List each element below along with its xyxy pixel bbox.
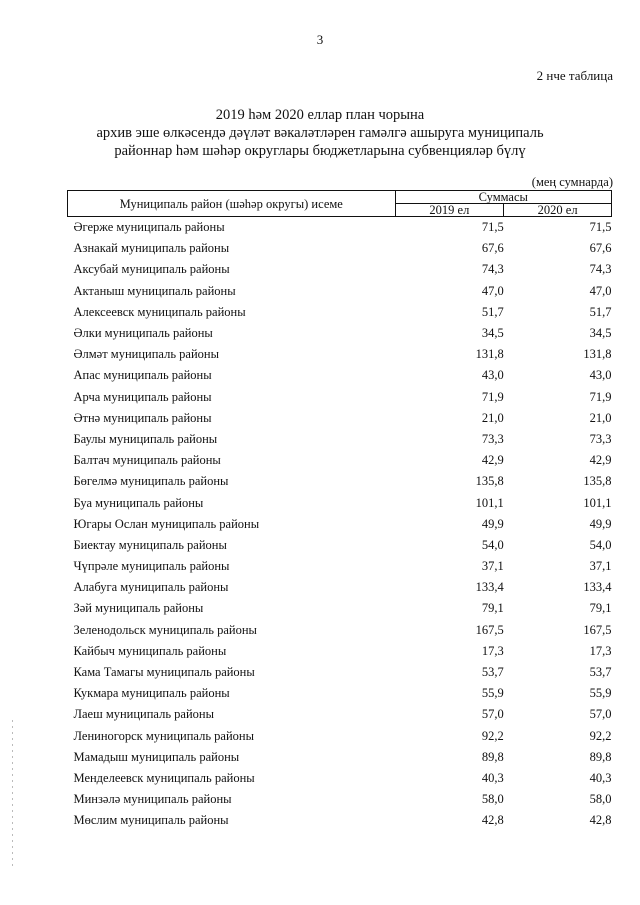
table-row: [68, 281, 612, 302]
district-name: Балтач муниципаль районы: [73, 453, 221, 468]
value-2020: 73,3: [589, 431, 612, 446]
district-name: Зәй муниципаль районы: [73, 601, 204, 616]
value-2019: 67,6: [481, 241, 504, 256]
value-2020: 21,0: [589, 410, 612, 425]
value-2019: 49,9: [481, 516, 504, 531]
value-2020: 57,0: [589, 707, 612, 722]
table-row: [68, 535, 612, 556]
district-name: Алексеевск муниципаль районы: [73, 304, 246, 319]
value-2019: 34,5: [481, 326, 504, 341]
document-title: [0, 106, 640, 160]
district-name: Кама Тамагы муниципаль районы: [73, 665, 255, 680]
table-row: [68, 217, 612, 239]
value-2019: 101,1: [475, 495, 504, 510]
district-name: Бөгелмә муниципаль районы: [73, 474, 229, 489]
table-row: [68, 492, 612, 513]
district-name: Биектау муниципаль районы: [73, 537, 227, 552]
district-name: Актаныш муниципаль районы: [73, 283, 236, 298]
district-name: Зеленодольск муниципаль районы: [73, 622, 257, 637]
value-2019: 55,9: [481, 686, 504, 701]
subvention-table: [67, 190, 612, 831]
value-2020: 17,3: [589, 643, 612, 658]
value-2020: 101,1: [583, 495, 612, 510]
value-2020: 71,9: [589, 389, 612, 404]
table-row: [68, 683, 612, 704]
header-sum: Суммасы: [395, 191, 611, 204]
table-row: [68, 641, 612, 662]
value-2020: 42,8: [589, 813, 612, 828]
table-row: [68, 556, 612, 577]
title-line-1: 2019 һәм 2020 еллар план чорына: [215, 107, 425, 123]
table-row: [68, 726, 612, 747]
value-2019: 21,0: [481, 410, 504, 425]
table-row: [68, 789, 612, 810]
table-row: [68, 747, 612, 768]
value-2020: 51,7: [589, 304, 612, 319]
value-2020: 167,5: [583, 622, 612, 637]
value-2020: 135,8: [583, 474, 612, 489]
value-2019: 131,8: [475, 347, 504, 362]
table-row: [68, 302, 612, 323]
value-2019: 40,3: [481, 770, 504, 785]
table-row: [68, 514, 612, 535]
value-2019: 71,5: [481, 220, 504, 235]
value-2019: 42,9: [481, 453, 504, 468]
district-name: Чүпрәле муниципаль районы: [73, 559, 230, 574]
table-row: [68, 810, 612, 831]
value-2019: 42,8: [481, 813, 504, 828]
page-number: 3: [316, 32, 324, 47]
value-2020: 42,9: [589, 453, 612, 468]
value-2020: 54,0: [589, 537, 612, 552]
district-name: Лениногорск муниципаль районы: [73, 728, 254, 743]
value-2019: 73,3: [481, 431, 504, 446]
value-2019: 43,0: [481, 368, 504, 383]
value-2020: 53,7: [589, 665, 612, 680]
value-2020: 89,8: [589, 749, 612, 764]
value-2019: 58,0: [481, 792, 504, 807]
value-2019: 57,0: [481, 707, 504, 722]
table-row: [68, 238, 612, 259]
district-name: Мөслим муниципаль районы: [73, 813, 229, 828]
value-2020: 92,2: [589, 728, 612, 743]
value-2019: 47,0: [481, 283, 504, 298]
header-2020: 2020 ел: [504, 204, 612, 217]
table-row: [68, 429, 612, 450]
value-2020: 43,0: [589, 368, 612, 383]
margin-mark: [12, 720, 13, 870]
value-2019: 54,0: [481, 537, 504, 552]
value-2019: 167,5: [475, 622, 504, 637]
table-row: [68, 598, 612, 619]
value-2019: 92,2: [481, 728, 504, 743]
value-2020: 79,1: [589, 601, 612, 616]
district-name: Алабуга муниципаль районы: [73, 580, 229, 595]
district-name: Буа муниципаль районы: [73, 495, 204, 510]
value-2020: 131,8: [583, 347, 612, 362]
table-header: [68, 191, 612, 217]
value-2020: 58,0: [589, 792, 612, 807]
title-line-2: архив эше өлкәсендә дәүләт вәкаләтләрен гамәлгә ашыруга муниципаль: [96, 125, 544, 141]
value-2020: 47,0: [589, 283, 612, 298]
table-row: [68, 344, 612, 365]
units-note: (мең сумнарда): [531, 175, 613, 189]
value-2020: 133,4: [583, 580, 612, 595]
value-2019: 133,4: [475, 580, 504, 595]
district-name: Аксубай муниципаль районы: [73, 262, 230, 277]
value-2019: 53,7: [481, 665, 504, 680]
value-2019: 37,1: [481, 559, 504, 574]
district-name: Минзәлә муниципаль районы: [73, 792, 232, 807]
table-row: [68, 662, 612, 683]
district-name: Азнакай муниципаль районы: [73, 241, 230, 256]
table-row: [68, 387, 612, 408]
header-2019: 2019 ел: [395, 204, 504, 217]
table-row: [68, 471, 612, 492]
district-name: Апас муниципаль районы: [73, 368, 212, 383]
district-name: Арча муниципаль районы: [73, 389, 212, 404]
table-row: [68, 704, 612, 725]
value-2019: 71,9: [481, 389, 504, 404]
district-name: Әлки муниципаль районы: [73, 326, 213, 341]
district-name: Менделеевск муниципаль районы: [73, 770, 255, 785]
value-2019: 135,8: [475, 474, 504, 489]
value-2020: 40,3: [589, 770, 612, 785]
value-2020: 34,5: [589, 326, 612, 341]
district-name: Әгерже муниципаль районы: [73, 220, 225, 235]
value-2019: 17,3: [481, 643, 504, 658]
table-row: [68, 768, 612, 789]
value-2020: 37,1: [589, 559, 612, 574]
value-2019: 51,7: [481, 304, 504, 319]
title-line-3: районнар һәм шәһәр округлары бюджетларына субвенцияләр бүлү: [114, 143, 526, 159]
district-name: Баулы муниципаль районы: [73, 431, 218, 446]
table-row: [68, 408, 612, 429]
district-name: Лаеш муниципаль районы: [73, 707, 214, 722]
district-name: Кукмара муниципаль районы: [73, 686, 230, 701]
value-2020: 55,9: [589, 686, 612, 701]
value-2019: 79,1: [481, 601, 504, 616]
district-name: Мамадыш муниципаль районы: [73, 749, 240, 764]
district-name: Кайбыч муниципаль районы: [73, 643, 227, 658]
table-row: [68, 620, 612, 641]
table-number: 2 нче таблица: [536, 68, 613, 83]
table-row: [68, 450, 612, 471]
value-2020: 71,5: [589, 220, 612, 235]
table-body: [68, 217, 612, 832]
value-2020: 49,9: [589, 516, 612, 531]
header-name: Муниципаль район (шәһәр округы) исеме: [68, 191, 396, 217]
district-name: Әтнә муниципаль районы: [73, 410, 212, 425]
table-row: [68, 323, 612, 344]
table-row: [68, 577, 612, 598]
value-2020: 74,3: [589, 262, 612, 277]
value-2019: 74,3: [481, 262, 504, 277]
district-name: Югары Ослан муниципаль районы: [73, 516, 260, 531]
value-2019: 89,8: [481, 749, 504, 764]
table-row: [68, 259, 612, 280]
value-2020: 67,6: [589, 241, 612, 256]
district-name: Әлмәт муниципаль районы: [73, 347, 219, 362]
table-row: [68, 365, 612, 386]
